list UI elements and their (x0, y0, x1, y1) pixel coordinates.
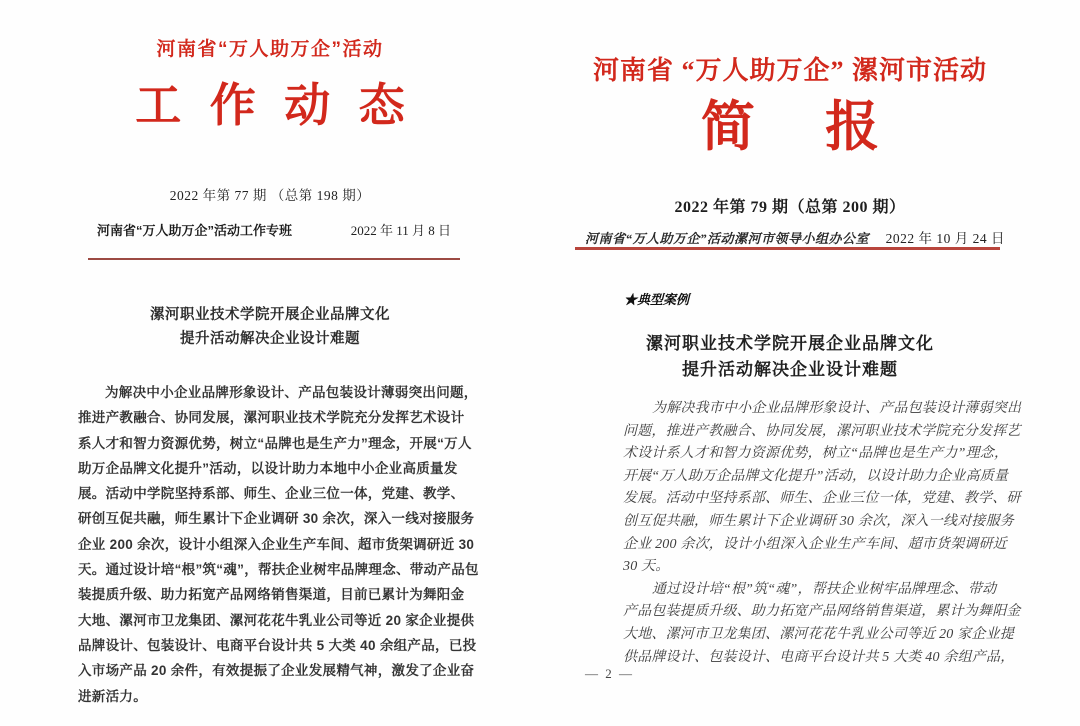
body-line: 开展“万人助万企品牌文化提升”活动，以设计助力企业高质量 (623, 468, 1009, 484)
body-line: 推进产教融合、协同发展，漯河职业技术学院充分发挥艺术设计 (78, 410, 465, 426)
body-line: 系人才和智力资源优势，树立“品牌也是生产力”理念，开展“万人 (78, 435, 472, 451)
body-line: 30 天。 (623, 559, 670, 575)
left-organization: 河南省“万人助万企”活动工作专班 (97, 223, 293, 238)
right-organization: 河南省“万人助万企”活动漯河市领导小组办公室 (585, 231, 870, 246)
right-article-body (623, 398, 1022, 669)
right-bulletin-title: 简报 (700, 97, 950, 157)
body-line: 进新活力。 (78, 688, 147, 704)
body-line: 企业 200 余次，设计小组深入企业生产车间、超市货架调研近 30 (78, 536, 475, 552)
body-line: 发展。活动中坚持系部、师生、企业三位一体，党建、教学、研 (623, 491, 1021, 507)
left-article-title-line2: 提升活动解决企业设计难题 (180, 331, 360, 347)
right-article-title (555, 331, 1025, 383)
right-divider-rule (575, 247, 1000, 250)
left-org-date-row (97, 220, 451, 239)
right-body-paragraph-2 (623, 579, 1021, 669)
body-line: 入市场产品 20 余件，有效提振了企业发展精气神，激发了企业奋 (78, 663, 475, 679)
body-line: 天。通过设计培“根”筑“魂”，帮扶企业树牢品牌理念、带动产品包 (78, 562, 479, 578)
right-org-date-row (585, 227, 1005, 247)
body-line: 大地、漯河市卫龙集团、漯河花花牛乳业公司等近 20 家企业提 (623, 626, 1014, 642)
body-line: 企业 200 余次，设计小组深入企业生产车间、超市货架调研近 (623, 536, 1007, 552)
body-line: 展。活动中学院坚持系部、师生、企业三位一体，党建、教学、 (78, 486, 465, 502)
page-number: — 2 — (585, 666, 634, 681)
left-date: 2022 年 11 月 8 日 (350, 223, 451, 238)
body-line: 助万企品牌文化提升”活动，以设计助力本地中小企业高质量发 (78, 460, 458, 476)
body-line: 品牌设计、包装设计、电商平台设计共 5 大类 40 余组产品，已投 (78, 637, 477, 653)
right-date: 2022 年 10 月 24 日 (885, 231, 1005, 246)
right-masthead: 河南省 “万人助万企” 漯河市活动 (592, 56, 987, 85)
body-line: 研创互促共融，师生累计下企业调研 30 余次，深入一线对接服务 (78, 511, 475, 527)
body-line: 术设计系人才和智力资源优势，树立“品牌也是生产力”理念， (623, 446, 1009, 462)
left-divider-rule (88, 258, 460, 260)
left-document-page (55, 0, 485, 726)
left-issue-line: 2022 年第 77 期 （总第 198 期） (169, 188, 371, 203)
left-article-title-line1: 漯河职业技术学院开展企业品牌文化 (150, 307, 390, 323)
body-line: 供品牌设计、包装设计、电商平台设计共 5 大类 40 余组产品， (623, 649, 1015, 665)
body-line: 通过设计培“根”筑“魂”，帮扶企业树牢品牌理念、带动 (652, 581, 997, 597)
left-article-body (78, 380, 479, 709)
body-line: 创互促共融，师生累计下企业调研 30 余次，深入一线对接服务 (623, 513, 1014, 529)
body-line: 产品包装提质升级、助力拓宽产品网络销售渠道，累计为舞阳金 (623, 604, 1021, 620)
left-masthead: 河南省“万人助万企”活动 (156, 39, 384, 60)
body-line: 大地、漯河市卫龙集团、漯河花花牛乳业公司等近 20 家企业提供 (78, 612, 475, 628)
right-article-title-line1: 漯河职业技术学院开展企业品牌文化 (646, 334, 934, 353)
left-bulletin-title: 工作动态 (135, 79, 434, 131)
right-body-paragraph-1 (623, 398, 1022, 579)
body-line: 为解决中小企业品牌形象设计、产品包装设计薄弱突出问题， (105, 385, 478, 400)
left-article-title (55, 303, 485, 351)
right-article-title-line2: 提升活动解决企业设计难题 (682, 360, 898, 379)
body-line: 为解决我市中小企业品牌形象设计、产品包装设计薄弱突出 (652, 401, 1022, 416)
body-line: 问题，推进产教融合、协同发展，漯河职业技术学院充分发挥艺 (623, 423, 1021, 439)
typical-case-label: ★典型案例 (624, 292, 690, 307)
right-issue-line: 2022 年第 79 期（总第 200 期） (674, 199, 906, 216)
right-document-page (555, 0, 1025, 726)
body-line: 装提质升级、助力拓宽产品网络销售渠道，目前已累计为舞阳金 (78, 587, 465, 603)
